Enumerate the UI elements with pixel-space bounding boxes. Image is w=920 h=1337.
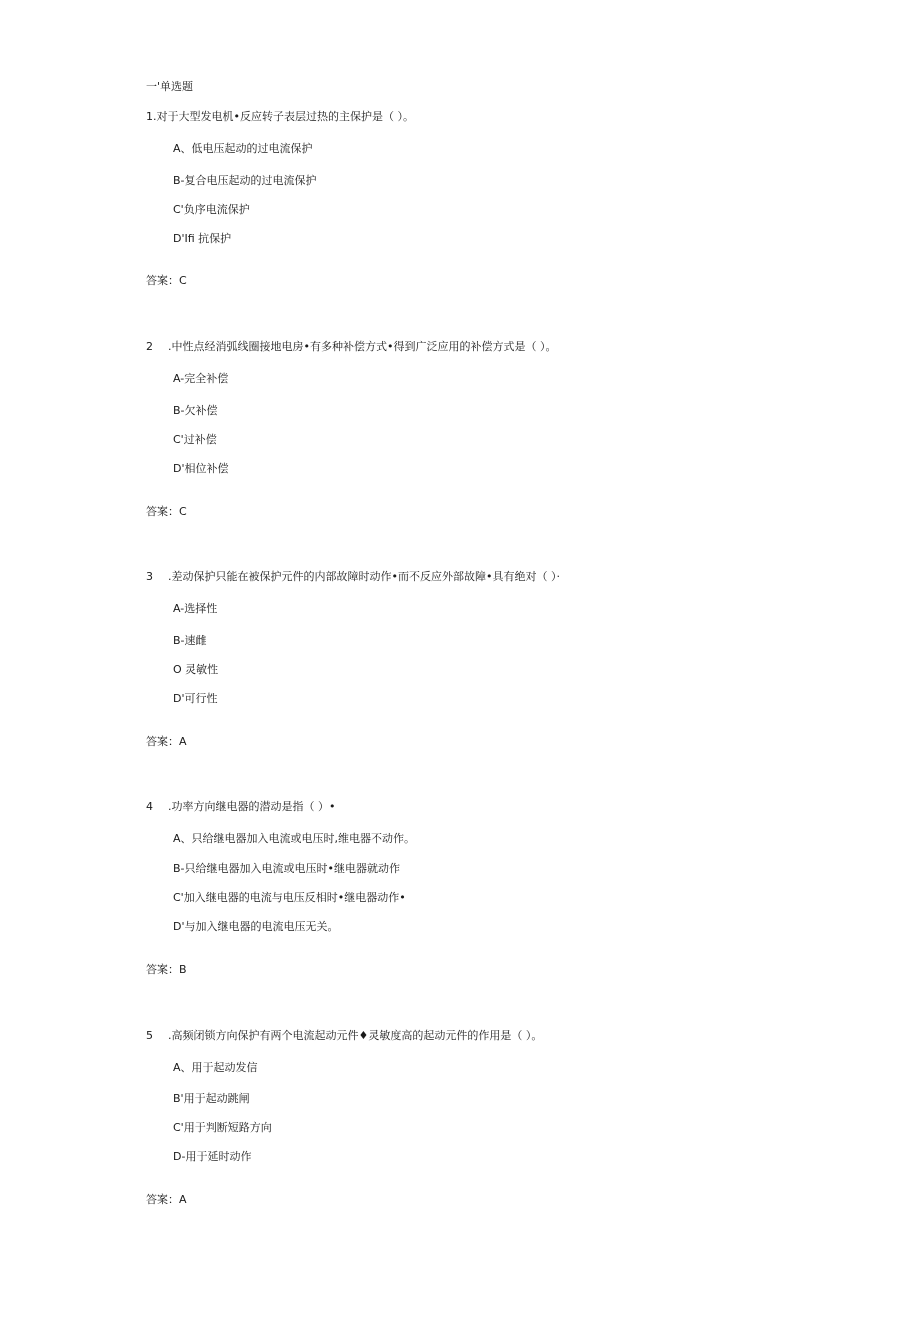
option-a: A-选择性 bbox=[173, 602, 218, 615]
question-text: 1.对于大型发电机•反应转子表层过热的主保护是（ ）。 bbox=[146, 110, 414, 123]
question-number: 2 bbox=[146, 340, 153, 353]
answer: 答案：A bbox=[146, 735, 187, 748]
question-text: .高频闭锁方向保护有两个电流起动元件♦灵敏度高的起动元件的作用是（ ）。 bbox=[168, 1029, 543, 1042]
question-number: 4 bbox=[146, 800, 153, 813]
option-b: B-复合电压起动的过电流保护 bbox=[173, 174, 317, 187]
option-a: A、低电压起动的过电流保护 bbox=[173, 142, 313, 155]
option-d: D-用于延时动作 bbox=[173, 1150, 252, 1163]
option-a: A-完全补偿 bbox=[173, 372, 229, 385]
option-a: A、用于起动发信 bbox=[173, 1061, 258, 1074]
option-c: O 灵敏性 bbox=[173, 663, 219, 676]
option-b: B-欠补偿 bbox=[173, 404, 218, 417]
answer: 答案：B bbox=[146, 963, 187, 976]
option-b: B'用于起动跳闸 bbox=[173, 1092, 250, 1105]
option-a: A、只给继电器加入电流或电压时,维电器不动作。 bbox=[173, 832, 416, 845]
answer: 答案：C bbox=[146, 274, 187, 287]
section-title: 一'单选题 bbox=[146, 80, 194, 93]
option-c: C'负序电流保护 bbox=[173, 203, 250, 216]
option-d: D'可行性 bbox=[173, 692, 218, 705]
question-text: .差动保护只能在被保护元件的内部故障时动作•而不反应外部故障•具有绝对（ ）· bbox=[168, 570, 560, 583]
option-d: D'与加入继电器的电流电压无关。 bbox=[173, 920, 339, 933]
question-number: 5 bbox=[146, 1029, 153, 1042]
option-c: C'加入继电器的电流与电压反相时•继电器动作• bbox=[173, 891, 406, 904]
option-b: B-只给继电器加入电流或电压时•继电器就动作 bbox=[173, 862, 401, 875]
question-number: 3 bbox=[146, 570, 153, 583]
answer: 答案：A bbox=[146, 1193, 187, 1206]
option-c: C'过补偿 bbox=[173, 433, 217, 446]
option-d: D'Ifi 抗保护 bbox=[173, 232, 232, 245]
option-d: D'相位补偿 bbox=[173, 462, 229, 475]
option-c: C'用于判断短路方向 bbox=[173, 1121, 272, 1134]
question-text: .功率方向继电器的潜动是指（ ）• bbox=[168, 800, 336, 813]
question-text: .中性点经消弧线圈接地电房•有多种补偿方式•得到广泛应用的补偿方式是（ ）。 bbox=[168, 340, 557, 353]
option-b: B-速雌 bbox=[173, 634, 207, 647]
answer: 答案：C bbox=[146, 505, 187, 518]
